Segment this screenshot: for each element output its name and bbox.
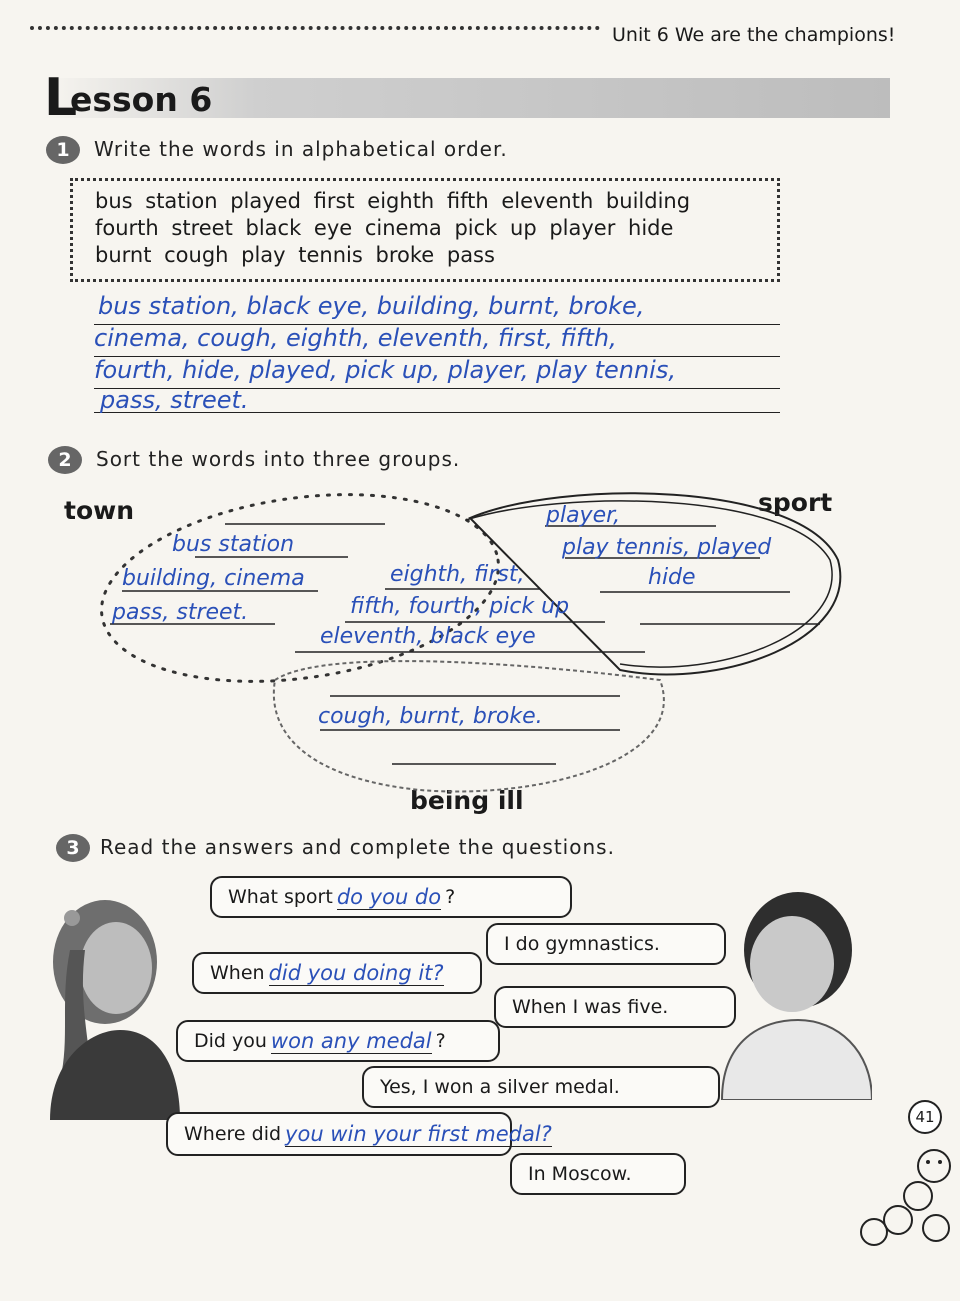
exercise-2-instruction: Sort the words into three groups. — [96, 447, 461, 471]
group-label-town: town — [64, 496, 135, 525]
question-3-end: ? — [435, 1030, 446, 1052]
answer-1-text: I do gymnastics. — [504, 933, 660, 955]
exercise-1-number: 1 — [46, 136, 80, 164]
sport-answer-3: hide — [648, 565, 696, 590]
town-answer-2: building, cinema — [122, 566, 305, 591]
word-line-1: bus station played first eighth fifth eleventh building — [95, 189, 691, 213]
group-label-sport: sport — [758, 488, 833, 517]
group-label-being-ill: being ill — [410, 786, 524, 815]
answer-3-text: Yes, I won a silver medal. — [380, 1076, 620, 1098]
lesson-title-initial: L — [44, 68, 78, 128]
caterpillar-mascot-icon — [846, 1136, 958, 1256]
exercise-3-number: 3 — [56, 834, 90, 862]
question-4-answer: you win your first medal? — [285, 1121, 552, 1146]
answer-bubble-4 — [510, 1153, 686, 1195]
unit-title: Unit 6 We are the champions! — [612, 24, 896, 46]
question-bubble-2 — [192, 952, 482, 994]
question-bubble-1 — [210, 876, 572, 918]
question-2-answer: did you doing it? — [268, 960, 444, 985]
ill-answer-1: cough, burnt, broke. — [318, 704, 543, 729]
question-bubble-4 — [166, 1112, 552, 1156]
sport-answer-2: play tennis, played — [562, 535, 772, 560]
exercise-1-instruction: Write the words in alphabetical order. — [94, 137, 508, 161]
middle-answer-3: eleventh, black eye — [320, 624, 536, 649]
boy-photo — [712, 880, 872, 1100]
answer-2-text: When I was five. — [512, 996, 669, 1018]
answer-line-2: cinema, cough, eighth, eleventh, first, fifth, — [94, 324, 617, 352]
question-1-text: What sport — [228, 886, 333, 908]
answer-bubble-3 — [362, 1066, 720, 1108]
town-answer-3: pass, street. — [112, 600, 249, 625]
answer-line-1: bus station, black eye, building, burnt, broke, — [98, 292, 645, 320]
question-bubble-3 — [176, 1020, 500, 1062]
exercise-2-number: 2 — [48, 446, 82, 474]
answer-bubble-2 — [494, 986, 736, 1028]
lesson-title: esson 6 — [70, 80, 213, 119]
question-1-answer: do you do — [336, 884, 442, 909]
town-answer-1: bus station — [172, 532, 295, 557]
answer-line-3: fourth, hide, played, pick up, player, play tennis, — [94, 356, 676, 384]
word-line-2: fourth street black eye cinema pick up player hide — [95, 216, 674, 240]
question-1-end: ? — [445, 886, 456, 908]
word-line-3: burnt cough play tennis broke pass — [95, 243, 495, 267]
page-number: 41 — [908, 1100, 942, 1134]
question-2-text: When — [210, 962, 265, 984]
girl-photo — [30, 890, 180, 1120]
exercise-3-instruction: Read the answers and complete the questions. — [100, 835, 615, 859]
question-3-answer: won any medal — [270, 1028, 432, 1053]
question-4-text: Where did — [184, 1123, 282, 1145]
answer-bubble-1 — [486, 923, 726, 965]
question-3-text: Did you — [194, 1030, 267, 1052]
answer-4-text: In Moscow. — [528, 1163, 632, 1185]
sport-answer-1: player, — [546, 503, 621, 528]
middle-answer-2: fifth, fourth, pick up — [350, 594, 570, 619]
answer-line-4: pass, street. — [100, 386, 249, 414]
middle-answer-1: eighth, first, — [390, 562, 525, 587]
